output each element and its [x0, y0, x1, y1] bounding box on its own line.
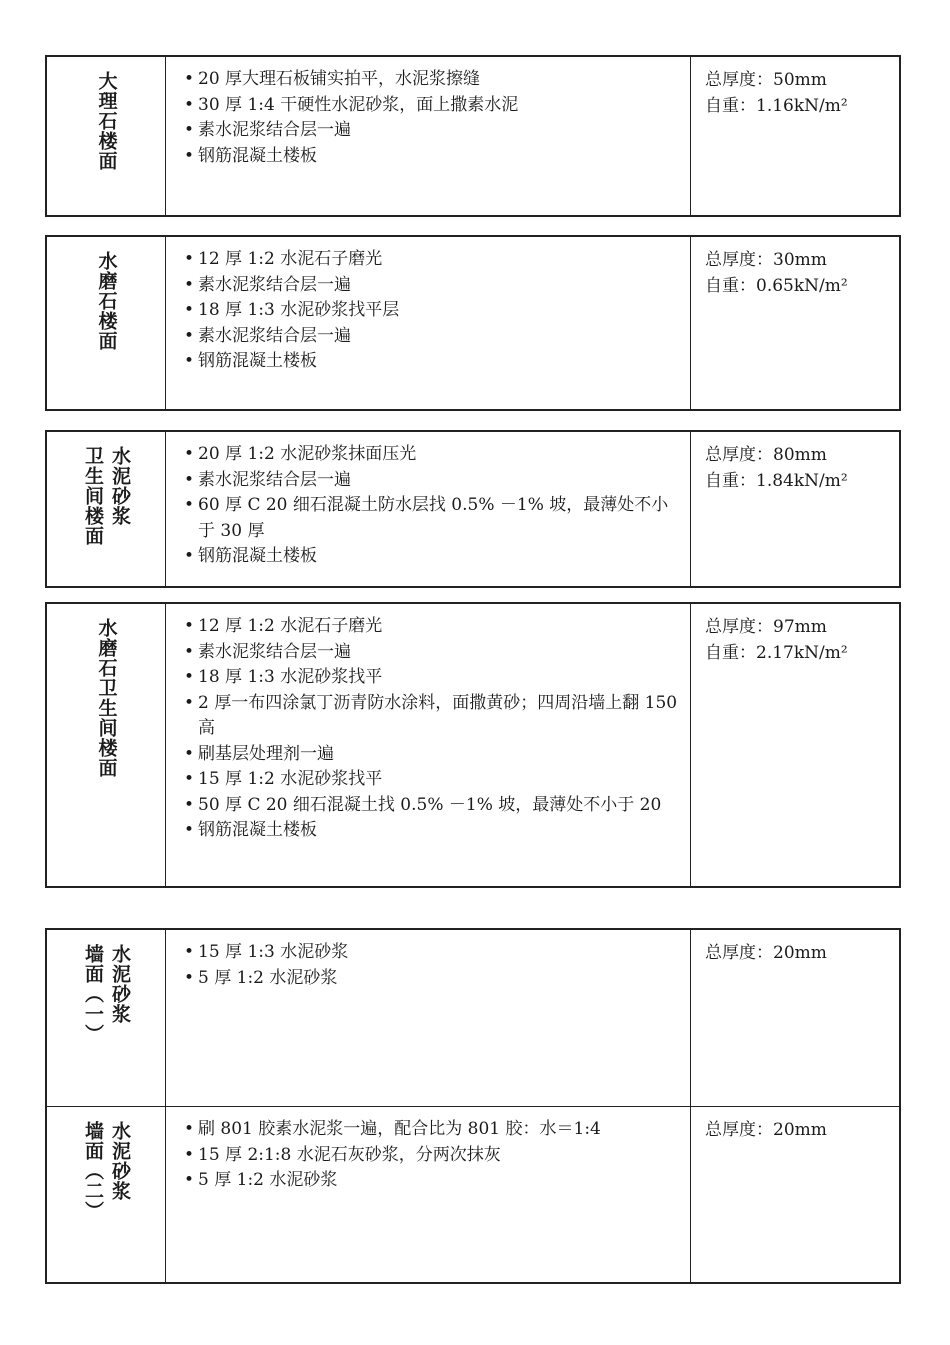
spec-values [691, 57, 899, 215]
list-item: • 15 厚 1:2 水泥砂浆找平 [184, 767, 682, 793]
row-label [47, 57, 166, 215]
total-thickness: 总厚度：80mm [705, 445, 827, 465]
spec-values [691, 930, 899, 1107]
spec-table-marble-floor [45, 55, 901, 217]
row-label [47, 930, 166, 1107]
list-item: • 12 厚 1:2 水泥石子磨光 [184, 614, 682, 640]
layer-list [166, 604, 691, 886]
spec-table-cement-walls [45, 928, 901, 1284]
list-item: • 钢筋混凝土楼板 [184, 349, 682, 375]
list-item: • 15 厚 2:1:8 水泥石灰砂浆，分两次抹灰 [184, 1143, 682, 1169]
list-item: • 20 厚大理石板铺实拍平，水泥浆擦缝 [184, 67, 682, 93]
list-item: • 钢筋混凝土楼板 [184, 544, 682, 570]
layer-list [166, 237, 691, 409]
list-item: • 素水泥浆结合层一遍 [184, 118, 682, 144]
row-label [47, 604, 166, 886]
list-item: • 18 厚 1:3 水泥砂浆找平层 [184, 298, 682, 324]
layer-list [166, 57, 691, 215]
spec-table-cement-bathroom-floor [45, 430, 901, 588]
label-column: 水泥砂浆 [109, 446, 131, 526]
label-column: 墙面︵一︶ [82, 944, 104, 1044]
list-item: • 2 厚一布四涂氯丁沥青防水涂料，面撒黄砂；四周沿墙上翻 150 高 [184, 691, 682, 742]
label-column: 卫生间楼面 [82, 446, 104, 546]
list-item: • 18 厚 1:3 水泥砂浆找平 [184, 665, 682, 691]
row-label [47, 1107, 166, 1282]
spec-table-terrazzo-bathroom-floor [45, 602, 901, 888]
list-item: • 素水泥浆结合层一遍 [184, 324, 682, 350]
spec-table-terrazzo-floor [45, 235, 901, 411]
label-column: 水磨石卫生间楼面 [95, 618, 118, 778]
list-item: • 钢筋混凝土楼板 [184, 144, 682, 170]
spec-values [691, 604, 899, 886]
row-label [47, 432, 166, 586]
spec-values [691, 432, 899, 586]
total-thickness: 总厚度：50mm [705, 70, 827, 90]
self-weight: 自重：0.65kN/m² [705, 276, 848, 296]
list-item: • 5 厚 1:2 水泥砂浆 [184, 1168, 682, 1194]
list-item: • 素水泥浆结合层一遍 [184, 468, 682, 494]
label-column: 水泥砂浆 [109, 944, 131, 1024]
total-thickness: 总厚度：20mm [705, 943, 827, 963]
list-item: • 60 厚 C 20 细石混凝土防水层找 0.5% －1% 坡，最薄处不小于 30 厚 [184, 493, 682, 544]
spec-values [691, 1107, 899, 1282]
list-item: • 20 厚 1:2 水泥砂浆抹面压光 [184, 442, 682, 468]
total-thickness: 总厚度：30mm [705, 250, 827, 270]
self-weight: 自重：1.16kN/m² [705, 96, 848, 116]
label-column: 墙面︵二︶ [82, 1121, 104, 1221]
self-weight: 自重：1.84kN/m² [705, 471, 848, 491]
row-label [47, 237, 166, 409]
list-item: • 刷 801 胶素水泥浆一遍，配合比为 801 胶：水＝1:4 [184, 1117, 682, 1143]
total-thickness: 总厚度：20mm [705, 1120, 827, 1140]
label-column: 水磨石楼面 [95, 251, 118, 351]
layer-list [166, 432, 691, 586]
total-thickness: 总厚度：97mm [705, 617, 827, 637]
list-item: • 刷基层处理剂一遍 [184, 742, 682, 768]
label-column: 水泥砂浆 [109, 1121, 131, 1201]
layer-list [166, 930, 691, 1107]
list-item: • 50 厚 C 20 细石混凝土找 0.5% －1% 坡，最薄处不小于 20 [184, 793, 682, 819]
list-item: • 素水泥浆结合层一遍 [184, 273, 682, 299]
list-item: • 5 厚 1:2 水泥砂浆 [184, 966, 682, 992]
list-item: • 钢筋混凝土楼板 [184, 818, 682, 844]
label-column: 大理石楼面 [95, 71, 118, 171]
list-item: • 30 厚 1:4 干硬性水泥砂浆，面上撒素水泥 [184, 93, 682, 119]
list-item: • 15 厚 1:3 水泥砂浆 [184, 940, 682, 966]
layer-list [166, 1107, 691, 1282]
list-item: • 素水泥浆结合层一遍 [184, 640, 682, 666]
self-weight: 自重：2.17kN/m² [705, 643, 848, 663]
spec-values [691, 237, 899, 409]
list-item: • 12 厚 1:2 水泥石子磨光 [184, 247, 682, 273]
